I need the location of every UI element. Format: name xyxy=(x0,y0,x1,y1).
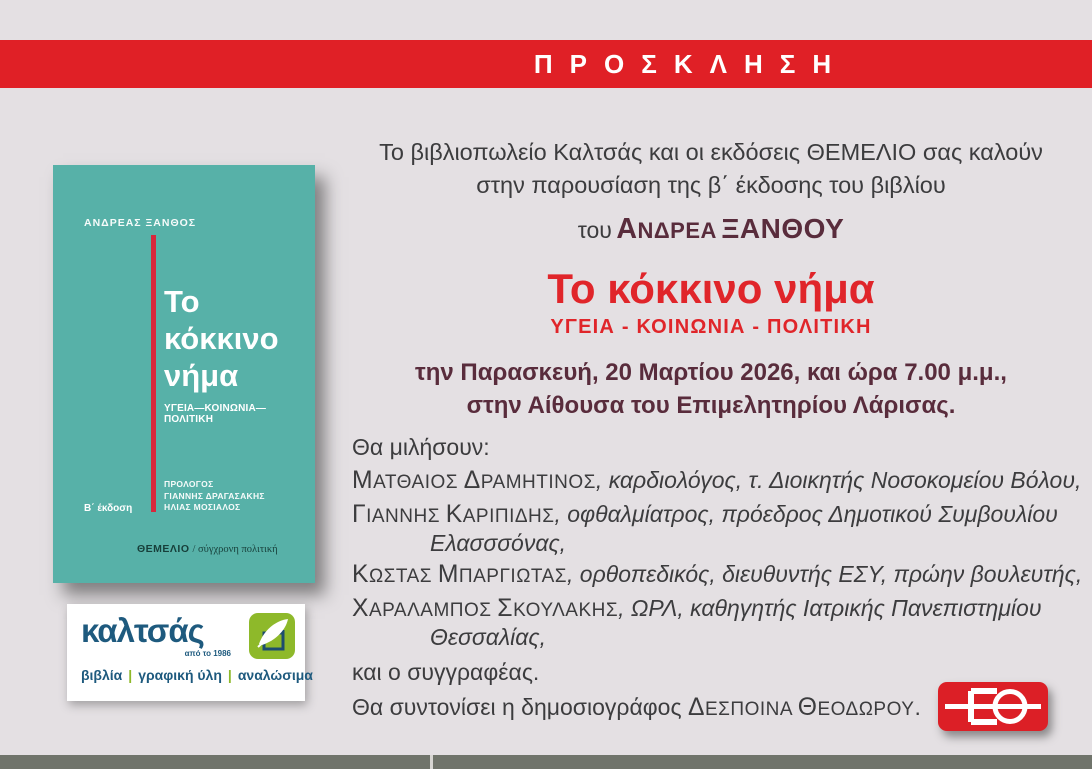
author-first-name: ΑΝΔΡΕΑ xyxy=(616,213,717,245)
speaker-name: ΚΩΣΤΑΣ ΜΠΑΡΓΙΩΤΑΣ xyxy=(352,561,568,588)
cover-prologue xyxy=(164,479,265,514)
invitation-content xyxy=(330,0,1092,769)
kaltsas-logo-top xyxy=(81,613,295,659)
banner-title: ΠΡΟΣΚΛΗΣΗ xyxy=(533,48,849,79)
speaker-role: , ορθοπεδικός, διευθυντής ΕΣΥ, πρώην βουλευτής, xyxy=(567,561,1083,587)
speaker-item xyxy=(352,467,1092,496)
event-datetime xyxy=(330,356,1092,422)
speaker-role: , οφθαλμίατρος, πρόεδρος Δημοτικού Συμβουλίου Ελασσσόνας, xyxy=(430,501,1058,556)
cover-edition: Β΄ έκδοση xyxy=(84,503,133,514)
bottom-bar-divider xyxy=(430,755,433,769)
kaltsas-wordmark: καλτσάς xyxy=(81,612,204,649)
kaltsas-logo xyxy=(67,604,313,701)
book-subtitle: ΥΓΕΙΑ - ΚΟΙΝΩΝΙΑ - ΠΟΛΙΤΙΚΗ xyxy=(550,316,872,338)
intro-line-2: στην παρουσίαση της β΄ έκδοσης του βιβλίου xyxy=(476,172,946,198)
speaker-name: ΧΑΡΑΛΑΜΠΟΣ ΣΚΟΥΛΑΚΗΣ xyxy=(352,595,619,622)
cover-prologue-label: ΠΡΟΛΟΓΟΣ xyxy=(164,479,214,489)
event-date-line: την Παρασκευή, 20 Μαρτίου 2026, και ώρα 7.00 μ.μ., xyxy=(415,359,1007,386)
moderator-suffix: . xyxy=(914,694,921,720)
speaker-name: ΜΑΤΘΑΙΟΣ ΔΡΑΜΗΤΙΝΟΣ xyxy=(352,467,596,494)
moderator-prefix: Θα συντονίσει η δημοσιογράφος xyxy=(352,694,682,720)
intro-text xyxy=(330,136,1092,202)
speaker-item xyxy=(352,561,1092,590)
kaltsas-service: αναλώσιμα xyxy=(237,667,313,683)
cover-prologue-name: ΓΙΑΝΝΗΣ ΔΡΑΓΑΣΑΚΗΣ xyxy=(164,490,265,501)
kaltsas-service: βιβλία xyxy=(81,667,123,683)
speaker-role: , ΩΡΛ, καθηγητής Ιατρικής Πανεπιστημίου Θεσσαλίας, xyxy=(430,595,1042,650)
speaker-name: ΓΙΑΝΝΗΣ ΚΑΡΙΠΙΔΗΣ xyxy=(352,501,555,528)
cover-publisher-series: / σύγχρονη πολιτική xyxy=(192,544,278,555)
book-cover xyxy=(53,165,315,583)
cover-subtitle: ΥΓΕΙΑ—ΚΟΙΝΩΝΙΑ—ΠΟΛΙΤΙΚΗ xyxy=(164,403,267,425)
speaker-item xyxy=(352,501,1092,556)
cover-author: ΑΝΔΡΕΑΣ ΞΑΝΘΟΣ xyxy=(84,217,197,229)
cover-red-line xyxy=(151,235,156,512)
kaltsas-since-1986: από το 1986 xyxy=(184,649,231,658)
themelio-logo xyxy=(938,682,1048,731)
bottom-bar xyxy=(0,755,1092,769)
moderator-name: ΔΕΣΠΟΙΝΑ ΘΕΟΔΩΡΟΥ xyxy=(687,694,915,721)
kaltsas-services xyxy=(81,667,313,683)
event-venue-line: στην Αίθουσα του Επιμελητηρίου Λάρισας. xyxy=(466,392,956,419)
cover-title: Το κόκκινο νήμα xyxy=(164,284,279,393)
speaker-item xyxy=(352,595,1092,650)
speakers-section xyxy=(330,434,1092,723)
author-last-name: ΞΑΝΘΟΥ xyxy=(721,213,845,244)
author-line xyxy=(330,212,1092,251)
intro-line-1: Το βιβλιοπωλείο Καλτσάς και οι εκδόσεις ΘΕΜΕΛΙΟ σας καλούν xyxy=(379,139,1043,165)
book-title: Το κόκκινο νήμα xyxy=(547,265,875,312)
author-closing: και ο συγγραφέας. xyxy=(352,659,540,685)
quill-book-icon xyxy=(249,613,295,659)
cover-publisher xyxy=(137,543,278,555)
kaltsas-separator: | xyxy=(128,667,133,683)
cover-publisher-name: ΘΕΜΕΛΙΟ xyxy=(137,543,190,555)
kaltsas-wordmark-wrap xyxy=(81,613,243,658)
author-prefix: του xyxy=(577,217,612,243)
themelio-monogram-icon xyxy=(938,682,1048,731)
kaltsas-separator: | xyxy=(227,667,232,683)
kaltsas-service: γραφική ύλη xyxy=(138,667,222,683)
speaker-role: , καρδιολόγος, τ. Διοικητής Νοσοκομείου Βόλου, xyxy=(595,467,1082,493)
speakers-heading: Θα μιλήσουν: xyxy=(352,434,490,460)
cover-prologue-name: ΗΛΙΑΣ ΜΟΣΙΑΛΟΣ xyxy=(164,502,241,512)
